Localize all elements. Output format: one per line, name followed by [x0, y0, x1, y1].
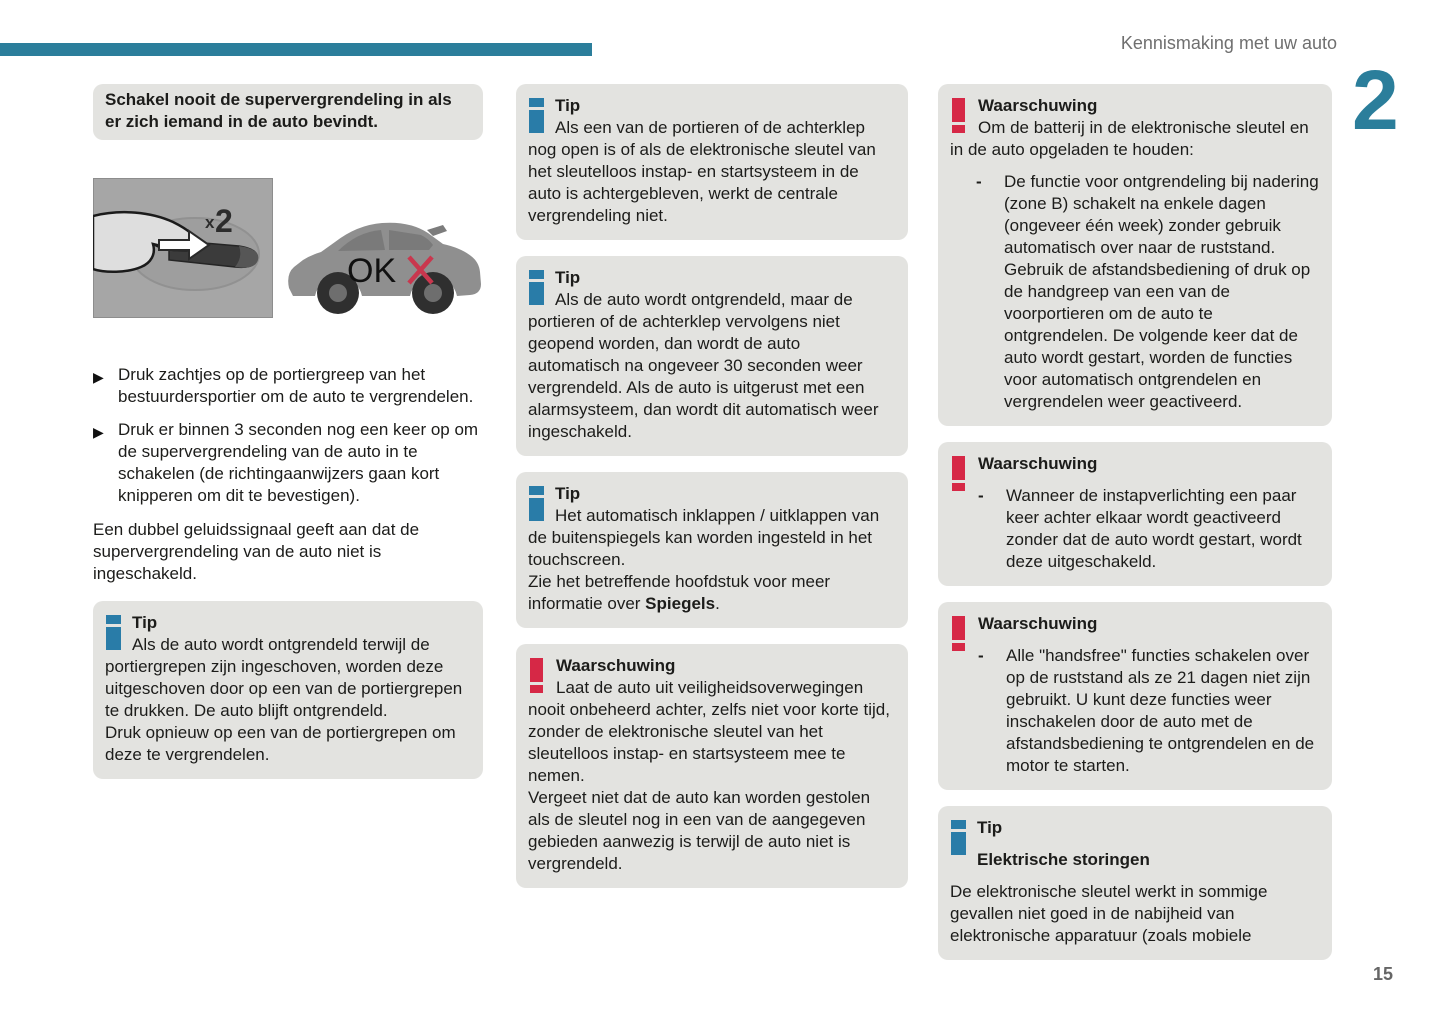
arrow-bullet-icon: ▶ [93, 424, 104, 440]
double-signal-paragraph: Een dubbel geluidssignaal geeft aan dat de supervergrendeling van de auto niet is ingeschakeld. [93, 520, 420, 583]
section-title: Kennismaking met uw auto [1120, 33, 1337, 53]
tip-title: Tip [977, 818, 1003, 837]
tip-title: Tip [555, 484, 581, 503]
tip-icon [106, 615, 121, 650]
dash-bullet: - [978, 646, 984, 665]
tip-text: Als de auto wordt ontgrendeld terwijl de portiergrepen zijn ingeschoven, worden deze uitgeschoven door op een van de portiergrepen te drukken. De auto blijft ontgrendeld. [105, 635, 463, 720]
warning-box-handsfree [938, 602, 1332, 790]
chapter-number: 2 [1352, 53, 1399, 147]
tip-box-handles [93, 601, 483, 779]
tip-box-mirrors [516, 472, 908, 628]
tip-subtitle: Elektrische storingen [977, 850, 1150, 869]
dash-bullet: - [978, 486, 984, 505]
instruction-text: Druk zachtjes op de portiergreep van het bestuurdersportier om de auto te vergrendelen. [118, 365, 474, 406]
mirrors-keyword: Spiegels [645, 594, 716, 613]
tip-icon [529, 270, 544, 305]
tip-box-auto-relock [516, 256, 908, 456]
front-wheel-hub [329, 284, 347, 302]
column-right [938, 84, 1332, 976]
tip-title: Tip [132, 613, 158, 632]
column-left [93, 84, 483, 795]
rear-wheel-hub [424, 284, 442, 302]
warning-list-item [976, 171, 1320, 413]
warning-list-item [978, 485, 1320, 573]
instruction-bullet [93, 364, 483, 408]
repeat-label-x: x [205, 213, 215, 232]
header-accent-bar [0, 43, 592, 56]
arrow-bullet-icon: ▶ [93, 369, 104, 385]
tip-icon [529, 98, 544, 133]
warning-text: Vergeet niet dat de auto kan worden gestolen als de sleutel nog in een van de aangegeven gebieden aanwezig is terwijl de auto niet is vergrendeld. [528, 788, 871, 873]
supervergrendeling-notice-box [93, 84, 483, 140]
warning-title: Waarschuwing [978, 96, 1098, 115]
tip-title: Tip [555, 268, 581, 287]
tip-text-suffix: . [715, 594, 720, 613]
tip-text-mirrors-ref [528, 571, 896, 615]
tip-box-electrical-faults [938, 806, 1332, 960]
warning-item-text: Wanneer de instapverlichting een paar keer achter elkaar wordt geactiveerd zonder dat de auto wordt gestart, wordt deze uitgeschakeld. [1006, 486, 1302, 571]
warning-title: Waarschuwing [556, 656, 676, 675]
warning-icon [952, 616, 965, 651]
tip-text: Druk opnieuw op een van de portiergrepen om deze te vergrendelen. [105, 723, 456, 764]
warning-box-key-theft [516, 644, 908, 888]
car-illustration [281, 200, 489, 318]
ok-label: OK [347, 252, 397, 290]
car-spoiler [427, 225, 447, 236]
tip-text: Als een van de portieren of de achterklep nog open is of als de elektronische sleutel van het sleutelloos instap- en startsysteem in de auto is achtergebleven, werkt de centrale vergrendeling niet. [528, 118, 876, 225]
warning-icon [952, 98, 965, 133]
warning-title: Waarschuwing [978, 454, 1098, 473]
tip-text: Als de auto wordt ontgrendeld, maar de portieren of de achterklep vervolgens niet geopend worden, dan wordt de auto automatisch na ongeveer 30 seconden weer vergrendeld. Als de auto is uitgerust met een alarmsysteem, dan wordt dit automatisch weer ingeschakeld. [528, 290, 879, 441]
tip-title: Tip [555, 96, 581, 115]
tip-box-central-locking [516, 84, 908, 240]
door-handle-illustration [93, 178, 273, 318]
warning-list-item [978, 645, 1320, 777]
tip-text: De elektronische sleutel werkt in sommige gevallen niet goed in de nabijheid van elektronische apparatuur (zoals mobiele [950, 882, 1268, 945]
lock-instructions [93, 364, 483, 507]
warning-box-welcome-lighting [938, 442, 1332, 586]
warning-item-text: Alle "handsfree" functies schakelen over op de ruststand als ze 21 dagen niet zijn gebruikt. U kunt deze functies weer inschakelen door de auto met de afstandsbediening te ontgrendelen en de motor te starten. [1006, 646, 1315, 775]
repeat-label-count: 2 [215, 203, 233, 239]
door-lock-figure [93, 178, 483, 318]
warning-icon [530, 658, 543, 693]
tip-text-prefix: Zie het betreffende hoofdstuk voor meer informatie over [528, 572, 831, 613]
warning-title: Waarschuwing [978, 614, 1098, 633]
page-number: 15 [1372, 964, 1393, 984]
instruction-bullet [93, 419, 483, 507]
warning-box-battery [938, 84, 1332, 426]
instruction-text: Druk er binnen 3 seconden nog een keer op om de supervergrendeling van de auto in te schakelen (de richtingaanwijzers gaan kort knipperen om dit te bevestigen). [118, 420, 479, 505]
column-middle [516, 84, 908, 904]
notice-text: Schakel nooit de supervergrendeling in als er zich iemand in de auto bevindt. [105, 90, 452, 131]
tip-icon [529, 486, 544, 521]
warning-item-text: De functie voor ontgrendeling bij nadering (zone B) schakelt na enkele dagen (ongeveer één week) zonder gebruik automatisch over naar de ruststand. Gebruik de afstandsbediening of druk op de handgreep van een van de voorportieren om de auto te ontgrendelen. De volgende keer dat de auto wordt gestart, worden de functies voor automatisch ontgrendelen en vergrendelen weer geactiveerd. [1004, 172, 1319, 411]
warning-intro: Om de batterij in de elektronische sleutel en in de auto opgeladen te houden: [950, 118, 1309, 159]
dash-bullet: - [976, 172, 982, 191]
warning-text: Laat de auto uit veiligheidsoverwegingen nooit onbeheerd achter, zelfs niet voor korte tijd, zonder de elektronische sleutel van het sleutelloos instap- en startsysteem mee te nemen. [528, 678, 890, 785]
tip-icon [951, 820, 966, 855]
tip-text: Het automatisch inklappen / uitklappen van de buitenspiegels kan worden ingesteld in het touchscreen. [528, 506, 880, 569]
warning-icon [952, 456, 965, 491]
